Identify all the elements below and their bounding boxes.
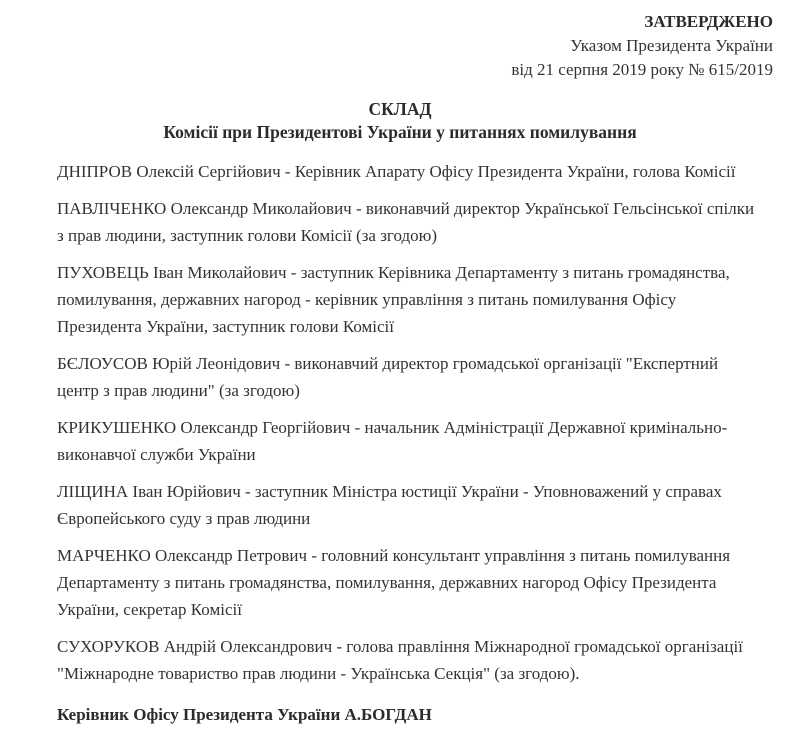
approval-date-number: від 21 серпня 2019 року № 615/2019 <box>511 60 773 79</box>
document-subtitle: Комісії при Президентові України у питаннях помилування <box>163 122 637 142</box>
member-paragraph: ПУХОВЕЦЬ Іван Миколайович - заступник Керівника Департаменту з питань громадянства, помилування, державних нагород - керівник управління з питань помилування Офісу Президента України, заступник голови Комісії <box>57 263 730 336</box>
signature-line: Керівник Офісу Президента України А.БОГДАН <box>57 705 432 724</box>
member-paragraph: МАРЧЕНКО Олександр Петрович - головний консультант управління з питань помилування Департаменту з питань громадянства, помилування, державних нагород Офісу Президента України, секретар Комісії <box>57 546 731 619</box>
approval-stamp: ЗАТВЕРДЖЕНО <box>644 12 773 31</box>
member-paragraph: ПАВЛІЧЕНКО Олександр Миколайович - виконавчий директор Української Гельсінської спілки з прав людини, заступник голови Комісії (за згодою) <box>57 199 755 245</box>
member-paragraph: БЄЛОУСОВ Юрій Леонідович - виконавчий директор громадської організації "Експертний центр з прав людини" (за згодою) <box>57 354 719 400</box>
member-paragraph: ДНІПРОВ Олексій Сергійович - Керівник Апарату Офісу Президента України, голова Комісії <box>57 162 736 181</box>
approval-block <box>57 10 773 82</box>
member-paragraph: ЛІЩИНА Іван Юрійович - заступник Міністра юстиції України - Уповноважений у справах Європейського суду з прав людини <box>57 482 722 528</box>
approval-authority: Указом Президента України <box>570 36 773 55</box>
member-paragraph: СУХОРУКОВ Андрій Олександрович - голова правління Міжнародної громадської організації "Міжнародне товариство прав людини - Українська Секція" (за згодою). <box>57 637 743 683</box>
document-title: СКЛАД <box>368 99 432 119</box>
member-paragraph: КРИКУШЕНКО Олександр Георгійович - начальник Адміністрації Державної кримінально-виконавчої служби України <box>57 418 728 464</box>
members-list <box>57 158 757 687</box>
title-block <box>27 98 773 144</box>
